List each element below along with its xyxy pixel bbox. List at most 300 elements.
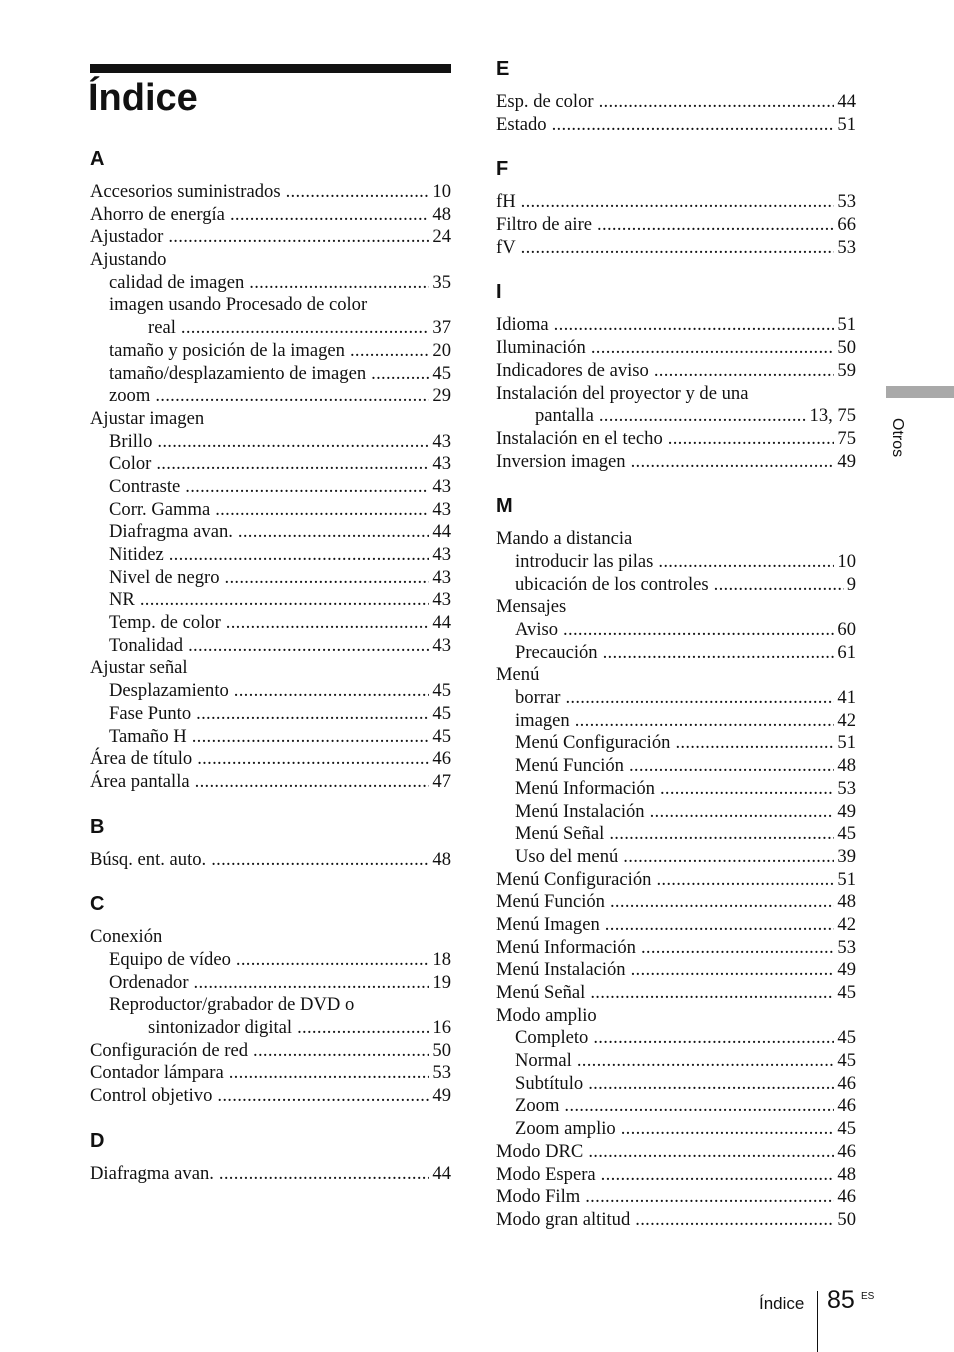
entry-page-ref: 43 xyxy=(432,634,451,656)
index-entry xyxy=(90,657,451,680)
index-entry xyxy=(496,1209,856,1232)
entry-page-ref: 29 xyxy=(432,385,451,407)
entry-label: Instalación en el techo xyxy=(496,427,663,449)
dot-leader xyxy=(599,91,835,114)
index-entry xyxy=(496,687,856,710)
entry-page-ref: 51 xyxy=(837,113,856,135)
dot-leader xyxy=(593,1027,834,1050)
entry-label: Diafragma avan. xyxy=(109,521,233,543)
entry-page-ref: 46 xyxy=(432,748,451,770)
entry-label: fH xyxy=(496,191,516,213)
entry-page-ref: 45 xyxy=(432,725,451,747)
index-entry xyxy=(496,1050,856,1073)
entry-label: tamaño/desplazamiento de imagen xyxy=(109,362,367,384)
dot-leader xyxy=(577,1050,835,1073)
dot-leader xyxy=(217,1085,429,1108)
dot-leader xyxy=(597,214,834,237)
entry-page-ref: 43 xyxy=(432,475,451,497)
entry-label: ubicación de los controles xyxy=(515,573,709,595)
entry-label: NR xyxy=(109,589,135,611)
entry-page-ref: 47 xyxy=(432,770,451,792)
entry-page-ref: 51 xyxy=(837,314,856,336)
entry-label: Brillo xyxy=(109,430,153,452)
entry-page-ref: 53 xyxy=(837,191,856,213)
entry-page-ref: 49 xyxy=(837,450,856,472)
dot-leader xyxy=(621,1118,835,1141)
entry-page-ref: 59 xyxy=(837,359,856,381)
entry-label: Uso del menú xyxy=(515,845,619,867)
entry-page-ref: 66 xyxy=(837,214,856,236)
index-entry xyxy=(90,748,451,771)
section-letter: C xyxy=(90,893,105,916)
index-entry xyxy=(90,499,451,522)
dot-leader xyxy=(554,314,835,337)
entry-page-ref: 10 xyxy=(837,550,856,572)
entry-label: Nivel de negro xyxy=(109,566,220,588)
index-entry xyxy=(496,891,856,914)
index-entry xyxy=(496,937,856,960)
entry-label: Equipo de vídeo xyxy=(109,948,231,970)
entry-label: Área de título xyxy=(90,748,193,770)
entry-label: Menú Señal xyxy=(515,823,605,845)
index-entry xyxy=(90,317,451,340)
dot-leader xyxy=(588,1141,834,1164)
dot-leader xyxy=(225,567,430,590)
dot-leader xyxy=(714,574,844,597)
index-entry xyxy=(496,405,856,428)
entry-label: Contraste xyxy=(109,475,181,497)
entry-page-ref: 45 xyxy=(837,982,856,1003)
entry-label: Menú Información xyxy=(496,936,636,958)
index-section-f xyxy=(496,156,856,259)
entry-label: Ahorro de energía xyxy=(90,203,225,225)
index-section-b xyxy=(90,814,451,872)
index-entry xyxy=(496,778,856,801)
index-entry xyxy=(90,567,451,590)
index-entry xyxy=(496,214,856,237)
dot-leader xyxy=(631,959,835,982)
index-entry xyxy=(496,1095,856,1118)
entry-page-ref: 53 xyxy=(837,777,856,799)
entry-label: calidad de imagen xyxy=(109,271,245,293)
dot-leader xyxy=(565,687,834,710)
entry-label: Menú Señal xyxy=(496,982,586,1003)
index-entry xyxy=(90,294,451,317)
dot-leader xyxy=(236,949,430,972)
entry-label: Menú xyxy=(496,664,540,686)
dot-leader xyxy=(590,982,834,1005)
dot-leader xyxy=(371,363,429,386)
dot-leader xyxy=(603,642,835,665)
entry-page-ref: 44 xyxy=(837,91,856,112)
entry-page-ref: 43 xyxy=(432,453,451,475)
index-entry xyxy=(496,982,856,1005)
dot-leader xyxy=(238,521,430,544)
entry-page-ref: 45 xyxy=(837,1118,856,1140)
dot-leader xyxy=(234,680,430,703)
entry-page-ref: 44 xyxy=(432,612,451,634)
entry-label: Conexión xyxy=(90,926,163,948)
index-entry xyxy=(496,1118,856,1141)
entry-page-ref: 45 xyxy=(432,680,451,702)
index-entry xyxy=(496,360,856,383)
index-column-left xyxy=(90,146,451,1185)
dot-leader xyxy=(188,635,429,658)
entry-label: tamaño y posición de la imagen xyxy=(109,339,345,361)
entry-page-ref: 43 xyxy=(432,498,451,520)
section-letter: B xyxy=(90,815,105,838)
entry-page-ref: 43 xyxy=(432,544,451,565)
entry-page-ref: 42 xyxy=(837,913,856,935)
index-entry xyxy=(496,191,856,214)
index-entry xyxy=(496,710,856,733)
dot-leader xyxy=(197,748,429,771)
index-entry xyxy=(90,521,451,544)
entry-label: Ajustador xyxy=(90,226,164,248)
index-entry xyxy=(90,453,451,476)
index-entry xyxy=(496,914,856,937)
section-letter: M xyxy=(496,495,513,518)
index-entry xyxy=(496,596,856,619)
entry-page-ref: 61 xyxy=(837,641,856,663)
index-entry xyxy=(90,771,451,794)
index-entry xyxy=(90,1062,451,1085)
entry-page-ref: 48 xyxy=(837,1163,856,1185)
entry-page-ref: 48 xyxy=(837,755,856,777)
entry-label: Precaución xyxy=(515,641,598,663)
entry-page-ref: 53 xyxy=(432,1062,451,1084)
index-entry xyxy=(496,314,856,337)
index-entry xyxy=(496,574,856,597)
index-entry xyxy=(90,272,451,295)
dot-leader xyxy=(660,778,834,801)
page-title: Índice xyxy=(88,77,198,119)
index-entry xyxy=(90,1085,451,1108)
dot-leader xyxy=(588,1073,834,1096)
entry-page-ref: 50 xyxy=(837,337,856,359)
entry-label: Menú Información xyxy=(515,777,655,799)
index-entry xyxy=(496,383,856,406)
dot-leader xyxy=(192,726,430,749)
index-entry xyxy=(496,846,856,869)
entry-page-ref: 53 xyxy=(837,936,856,958)
entry-page-ref: 35 xyxy=(432,271,451,293)
index-entry xyxy=(90,340,451,363)
entry-page-ref: 43 xyxy=(432,430,451,452)
index-entry xyxy=(90,972,451,995)
entry-label: Corr. Gamma xyxy=(109,498,211,520)
index-entry xyxy=(90,544,451,567)
entry-label: Desplazamiento xyxy=(109,680,229,702)
section-tab-marker xyxy=(886,386,954,398)
entry-label: Iluminación xyxy=(496,337,586,359)
index-entry xyxy=(90,476,451,499)
index-entry xyxy=(496,528,856,551)
entry-label: Inversion imagen xyxy=(496,450,626,472)
section-tab-label: Otros xyxy=(889,418,906,458)
dot-leader xyxy=(521,237,835,260)
section-letter: E xyxy=(496,58,510,80)
entry-page-ref: 50 xyxy=(432,1039,451,1061)
entry-page-ref: 19 xyxy=(432,971,451,993)
entry-label: Esp. de color xyxy=(496,91,594,112)
index-entry xyxy=(496,91,856,114)
index-entry xyxy=(496,1186,856,1209)
entry-label: Menú Función xyxy=(515,755,624,777)
dot-leader xyxy=(155,385,429,408)
dot-leader xyxy=(169,544,430,567)
dot-leader xyxy=(286,181,430,204)
entry-page-ref: 51 xyxy=(837,732,856,754)
dot-leader xyxy=(157,431,429,454)
index-section-a xyxy=(90,146,451,794)
index-entry xyxy=(496,1073,856,1096)
entry-label: Modo Espera xyxy=(496,1163,596,1185)
entry-page-ref: 45 xyxy=(432,362,451,384)
dot-leader xyxy=(521,191,835,214)
dot-leader xyxy=(610,891,834,914)
index-entry xyxy=(90,612,451,635)
index-entry xyxy=(90,926,451,949)
index-entry xyxy=(90,680,451,703)
entry-label: Modo DRC xyxy=(496,1140,584,1162)
index-entry xyxy=(90,363,451,386)
dot-leader xyxy=(635,1209,834,1232)
entry-label: fV xyxy=(496,236,516,258)
entry-label: Nitidez xyxy=(109,544,164,565)
index-entry xyxy=(90,249,451,272)
index-entry xyxy=(496,428,856,451)
index-entry xyxy=(496,114,856,137)
entry-label: Mando a distancia xyxy=(496,528,633,550)
entry-page-ref: 49 xyxy=(837,959,856,981)
entry-label: Menú Configuración xyxy=(496,868,652,890)
section-letter: A xyxy=(90,148,105,170)
entry-label: imagen xyxy=(515,709,570,731)
entry-page-ref: 45 xyxy=(837,1050,856,1072)
entry-page-ref: 13, 75 xyxy=(809,405,856,427)
footer-section-label: Índice xyxy=(759,1294,805,1313)
entry-label: Modo Film xyxy=(496,1186,581,1208)
entry-label: Menú Función xyxy=(496,891,605,913)
dot-leader xyxy=(591,337,835,360)
entry-label: Aviso xyxy=(515,619,559,640)
dot-leader xyxy=(253,1040,429,1063)
index-entry xyxy=(496,1164,856,1187)
entry-label: Completo xyxy=(515,1027,589,1049)
entry-label: real xyxy=(148,317,176,339)
dot-leader xyxy=(601,1164,835,1187)
dot-leader xyxy=(230,204,429,227)
entry-label: sintonizador digital xyxy=(148,1017,293,1038)
entry-page-ref: 45 xyxy=(432,702,451,724)
page-language-code: ES xyxy=(861,1291,875,1302)
entry-page-ref: 49 xyxy=(432,1085,451,1107)
index-entry xyxy=(496,1005,856,1028)
entry-page-ref: 10 xyxy=(432,181,451,202)
entry-page-ref: 45 xyxy=(837,1027,856,1049)
entry-label: Temp. de color xyxy=(109,612,221,634)
index-section-d xyxy=(90,1128,451,1186)
index-entry xyxy=(496,823,856,846)
entry-label: Mensajes xyxy=(496,596,567,618)
entry-label: Contador lámpara xyxy=(90,1062,224,1084)
dot-leader xyxy=(211,849,429,872)
entry-label: Menú Instalación xyxy=(496,959,626,981)
index-entry xyxy=(90,635,451,658)
entry-page-ref: 20 xyxy=(432,339,451,361)
dot-leader xyxy=(196,703,429,726)
entry-page-ref: 24 xyxy=(432,226,451,248)
dot-leader xyxy=(168,226,429,249)
dot-leader xyxy=(194,972,430,995)
entry-label: Ordenador xyxy=(109,971,189,993)
dot-leader xyxy=(297,1017,429,1040)
entry-label: imagen usando Procesado de color xyxy=(109,294,368,316)
dot-leader xyxy=(229,1062,430,1085)
dot-leader xyxy=(219,1163,430,1186)
entry-page-ref: 46 xyxy=(837,1186,856,1208)
index-entry xyxy=(496,1027,856,1050)
entry-page-ref: 16 xyxy=(432,1017,451,1038)
index-entry xyxy=(90,1040,451,1063)
index-entry xyxy=(496,1141,856,1164)
entry-label: introducir las pilas xyxy=(515,550,654,572)
dot-leader xyxy=(631,451,835,474)
dot-leader xyxy=(156,453,429,476)
entry-page-ref: 49 xyxy=(837,800,856,822)
index-entry xyxy=(496,451,856,474)
entry-label: Área pantalla xyxy=(90,770,190,792)
index-entry xyxy=(496,732,856,755)
index-entry xyxy=(90,726,451,749)
index-entry xyxy=(90,385,451,408)
index-entry xyxy=(90,949,451,972)
index-entry xyxy=(496,619,856,642)
entry-label: Menú Configuración xyxy=(515,732,671,754)
entry-page-ref: 37 xyxy=(432,317,451,339)
entry-page-ref: 44 xyxy=(432,1162,451,1184)
dot-leader xyxy=(668,428,835,451)
page-number: 85 xyxy=(827,1286,855,1314)
dot-leader xyxy=(658,551,834,574)
index-entry xyxy=(496,337,856,360)
entry-label: Menú Imagen xyxy=(496,913,600,935)
index-entry xyxy=(496,664,856,687)
entry-page-ref: 43 xyxy=(432,566,451,588)
entry-label: Filtro de aire xyxy=(496,214,593,236)
entry-label: Ajustar imagen xyxy=(90,407,205,429)
entry-page-ref: 48 xyxy=(432,203,451,225)
entry-label: Subtítulo xyxy=(515,1072,584,1094)
dot-leader xyxy=(564,1095,834,1118)
entry-page-ref: 60 xyxy=(837,619,856,640)
entry-label: pantalla xyxy=(535,405,594,427)
index-entry xyxy=(90,1163,451,1186)
entry-page-ref: 48 xyxy=(837,891,856,913)
section-letter: I xyxy=(496,281,502,304)
index-entry xyxy=(90,703,451,726)
entry-label: Control objetivo xyxy=(90,1085,213,1107)
entry-page-ref: 44 xyxy=(432,521,451,543)
entry-page-ref: 46 xyxy=(837,1095,856,1117)
entry-label: Ajustar señal xyxy=(90,657,188,679)
dot-leader xyxy=(605,914,835,937)
dot-leader xyxy=(226,612,430,635)
entry-page-ref: 42 xyxy=(837,709,856,731)
dot-leader xyxy=(650,801,835,824)
dot-leader xyxy=(654,360,835,383)
dot-leader xyxy=(185,476,429,499)
index-entry xyxy=(90,994,451,1017)
dot-leader xyxy=(552,114,835,137)
entry-label: Configuración de red xyxy=(90,1039,248,1061)
footer-divider xyxy=(817,1291,818,1352)
entry-label: Modo amplio xyxy=(496,1004,597,1026)
entry-label: Indicadores de aviso xyxy=(496,359,649,381)
entry-page-ref: 45 xyxy=(837,823,856,845)
entry-page-ref: 50 xyxy=(837,1208,856,1230)
dot-leader xyxy=(140,589,430,612)
dot-leader xyxy=(249,272,429,295)
dot-leader xyxy=(585,1186,834,1209)
entry-label: Zoom xyxy=(515,1095,560,1117)
entry-page-ref: 48 xyxy=(432,848,451,870)
entry-label: borrar xyxy=(515,687,561,709)
entry-label: Menú Instalación xyxy=(515,800,645,822)
entry-label: Instalación del proyector y de una xyxy=(496,382,749,404)
index-entry xyxy=(496,642,856,665)
index-entry xyxy=(496,551,856,574)
index-entry xyxy=(90,431,451,454)
index-entry xyxy=(496,869,856,892)
index-section-m xyxy=(496,493,856,1231)
index-section-c xyxy=(90,891,451,1108)
entry-label: Diafragma avan. xyxy=(90,1162,214,1184)
dot-leader xyxy=(641,937,834,960)
entry-page-ref: 39 xyxy=(837,845,856,867)
index-entry xyxy=(496,801,856,824)
dot-leader xyxy=(350,340,429,363)
entry-label: Idioma xyxy=(496,314,549,336)
index-entry xyxy=(496,237,856,260)
index-column-right xyxy=(496,56,856,1232)
dot-leader xyxy=(563,619,834,642)
dot-leader xyxy=(675,732,834,755)
dot-leader xyxy=(181,317,430,340)
index-entry xyxy=(90,204,451,227)
entry-page-ref: 46 xyxy=(837,1140,856,1162)
index-entry xyxy=(90,408,451,431)
dot-leader xyxy=(623,846,834,869)
dot-leader xyxy=(215,499,429,522)
entry-page-ref: 9 xyxy=(846,573,856,595)
entry-page-ref: 41 xyxy=(837,687,856,709)
entry-page-ref: 43 xyxy=(432,589,451,611)
index-entry xyxy=(90,589,451,612)
dot-leader xyxy=(575,710,835,733)
dot-leader xyxy=(656,869,834,892)
section-letter: D xyxy=(90,1129,105,1152)
index-entry xyxy=(90,181,451,204)
entry-label: zoom xyxy=(109,385,151,407)
entry-label: Normal xyxy=(515,1050,572,1072)
entry-label: Modo gran altitud xyxy=(496,1208,631,1230)
index-section-i xyxy=(496,279,856,473)
index-entry xyxy=(496,959,856,982)
entry-page-ref: 53 xyxy=(837,236,856,258)
dot-leader xyxy=(195,771,430,794)
